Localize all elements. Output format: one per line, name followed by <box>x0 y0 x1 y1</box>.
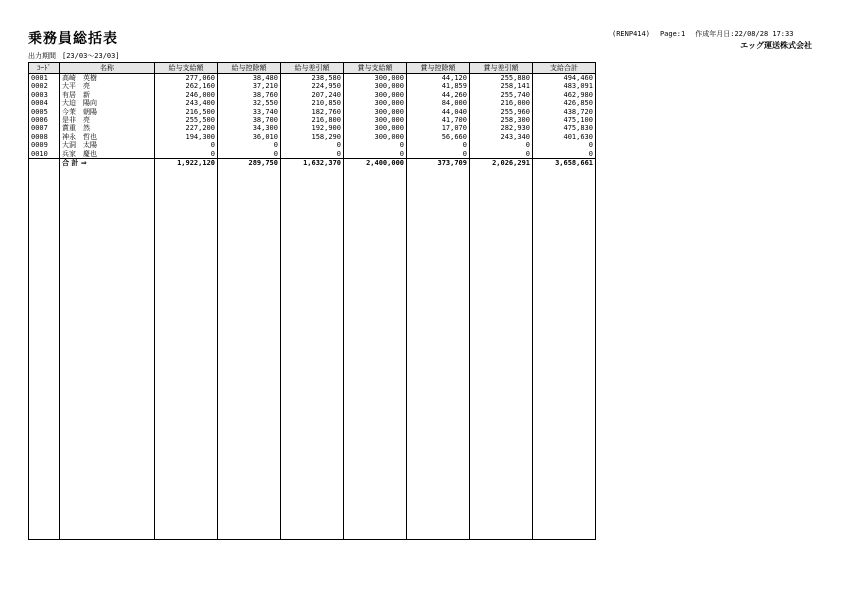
cell-value: 32,550 <box>218 99 281 107</box>
cell-value: 158,290 <box>281 133 344 141</box>
total-value: 2,400,000 <box>344 159 407 168</box>
cell-value: 44,040 <box>407 108 470 116</box>
cell-name: 今茉 朝陽 <box>60 108 155 116</box>
col-header-bonus-deduction: 賞与控除額 <box>407 63 470 74</box>
cell-value: 255,880 <box>470 74 533 83</box>
cell-value: 216,000 <box>470 99 533 107</box>
cell-value: 0 <box>407 150 470 159</box>
total-value: 373,709 <box>407 159 470 168</box>
cell-name: 高崎 英樹 <box>60 74 155 83</box>
col-header-bonus-net: 賞与差引額 <box>470 63 533 74</box>
filler-cell <box>29 167 60 540</box>
cell-code: 0001 <box>29 74 60 83</box>
table-row <box>29 91 596 99</box>
cell-value: 0 <box>470 141 533 149</box>
cell-code: 0005 <box>29 108 60 116</box>
filler-cell <box>407 167 470 540</box>
filler-cell <box>281 167 344 540</box>
cell-value: 0 <box>155 141 218 149</box>
report-meta <box>612 29 803 39</box>
table-filler-row <box>29 167 596 540</box>
filler-cell <box>218 167 281 540</box>
cell-value: 227,200 <box>155 124 218 132</box>
company-name: エッグ運送株式会社 <box>740 41 812 50</box>
cell-value: 36,010 <box>218 133 281 141</box>
period-label: 出力期間 <box>28 52 56 60</box>
cell-value: 33,740 <box>218 108 281 116</box>
total-row <box>29 159 596 168</box>
table-row <box>29 108 596 116</box>
col-header-code: ｺｰﾄﾞ <box>29 63 60 74</box>
cell-value: 255,960 <box>470 108 533 116</box>
total-value: 1,632,370 <box>281 159 344 168</box>
cell-name: 兵家 慶也 <box>60 150 155 159</box>
table-row <box>29 150 596 159</box>
cell-value: 494,460 <box>533 74 596 83</box>
cell-value: 44,260 <box>407 91 470 99</box>
summary-table <box>28 62 596 540</box>
cell-value: 37,210 <box>218 82 281 90</box>
cell-value: 243,340 <box>470 133 533 141</box>
table-row <box>29 124 596 132</box>
cell-name: 大迫 陽向 <box>60 99 155 107</box>
cell-value: 0 <box>470 150 533 159</box>
table-row <box>29 74 596 83</box>
total-value: 2,026,291 <box>470 159 533 168</box>
cell-value: 300,000 <box>344 116 407 124</box>
cell-code: 0007 <box>29 124 60 132</box>
cell-code: 0002 <box>29 82 60 90</box>
cell-value: 0 <box>155 150 218 159</box>
cell-name: 有居 新 <box>60 91 155 99</box>
cell-code: 0006 <box>29 116 60 124</box>
cell-value: 38,760 <box>218 91 281 99</box>
cell-value: 0 <box>218 150 281 159</box>
cell-value: 0 <box>344 150 407 159</box>
table-row <box>29 82 596 90</box>
cell-value: 300,000 <box>344 74 407 83</box>
cell-value: 300,000 <box>344 133 407 141</box>
cell-name: 神永 哲也 <box>60 133 155 141</box>
col-header-name: 名称 <box>60 63 155 74</box>
cell-value: 462,980 <box>533 91 596 99</box>
report-code: (RENP414) <box>612 30 650 38</box>
cell-value: 0 <box>533 141 596 149</box>
cell-value: 210,850 <box>281 99 344 107</box>
table-header-row <box>29 63 596 74</box>
cell-value: 258,300 <box>470 116 533 124</box>
cell-value: 255,500 <box>155 116 218 124</box>
cell-value: 246,000 <box>155 91 218 99</box>
cell-name: 是非 亮 <box>60 116 155 124</box>
cell-value: 194,300 <box>155 133 218 141</box>
cell-value: 182,760 <box>281 108 344 116</box>
cell-value: 41,700 <box>407 116 470 124</box>
col-header-salary-deduction: 給与控除額 <box>218 63 281 74</box>
cell-value: 207,240 <box>281 91 344 99</box>
cell-value: 300,000 <box>344 124 407 132</box>
total-value: 3,658,661 <box>533 159 596 168</box>
cell-value: 238,580 <box>281 74 344 83</box>
cell-code: 0010 <box>29 150 60 159</box>
filler-cell <box>155 167 218 540</box>
cell-value: 243,400 <box>155 99 218 107</box>
created-datetime: 作成年月日:22/08/28 17:33 <box>695 30 794 38</box>
cell-value: 475,100 <box>533 116 596 124</box>
col-header-total-pay: 支給合計 <box>533 63 596 74</box>
col-header-bonus-pay: 賞与支給額 <box>344 63 407 74</box>
cell-value: 401,630 <box>533 133 596 141</box>
cell-value: 224,950 <box>281 82 344 90</box>
table-row <box>29 141 596 149</box>
cell-value: 300,000 <box>344 82 407 90</box>
cell-name: 賞重 然 <box>60 124 155 132</box>
total-value: 289,750 <box>218 159 281 168</box>
cell-name: 大洞 太陽 <box>60 141 155 149</box>
cell-value: 0 <box>218 141 281 149</box>
cell-value: 483,091 <box>533 82 596 90</box>
cell-value: 282,930 <box>470 124 533 132</box>
col-header-salary-pay: 給与支給額 <box>155 63 218 74</box>
col-header-salary-net: 給与差引額 <box>281 63 344 74</box>
filler-cell <box>533 167 596 540</box>
total-label: 合 計 ⇒ <box>60 159 155 168</box>
cell-value: 192,900 <box>281 124 344 132</box>
cell-value: 300,000 <box>344 108 407 116</box>
page-number: Page:1 <box>659 30 686 38</box>
cell-value: 44,120 <box>407 74 470 83</box>
cell-value: 0 <box>533 150 596 159</box>
filler-cell <box>344 167 407 540</box>
cell-code: 0004 <box>29 99 60 107</box>
cell-value: 438,720 <box>533 108 596 116</box>
cell-value: 262,160 <box>155 82 218 90</box>
cell-value: 216,800 <box>281 116 344 124</box>
cell-value: 255,740 <box>470 91 533 99</box>
table-row <box>29 133 596 141</box>
cell-value: 300,000 <box>344 91 407 99</box>
cell-value: 56,660 <box>407 133 470 141</box>
table-row <box>29 99 596 107</box>
cell-value: 426,850 <box>533 99 596 107</box>
cell-value: 38,480 <box>218 74 281 83</box>
cell-value: 0 <box>281 141 344 149</box>
cell-value: 0 <box>281 150 344 159</box>
total-code-cell <box>29 159 60 168</box>
cell-value: 38,700 <box>218 116 281 124</box>
output-period <box>28 51 120 61</box>
cell-code: 0008 <box>29 133 60 141</box>
cell-value: 84,000 <box>407 99 470 107</box>
cell-code: 0003 <box>29 91 60 99</box>
cell-name: 大平 亮 <box>60 82 155 90</box>
cell-value: 34,300 <box>218 124 281 132</box>
cell-value: 258,141 <box>470 82 533 90</box>
cell-value: 300,000 <box>344 99 407 107</box>
filler-cell <box>470 167 533 540</box>
cell-value: 277,060 <box>155 74 218 83</box>
cell-value: 17,070 <box>407 124 470 132</box>
cell-value: 0 <box>344 141 407 149</box>
report-title: 乗務員総括表 <box>28 31 118 47</box>
cell-value: 216,500 <box>155 108 218 116</box>
cell-code: 0009 <box>29 141 60 149</box>
total-value: 1,922,120 <box>155 159 218 168</box>
filler-cell <box>60 167 155 540</box>
cell-value: 41,859 <box>407 82 470 90</box>
cell-value: 0 <box>407 141 470 149</box>
period-value: [23/03～23/03] <box>62 52 120 60</box>
table-row <box>29 116 596 124</box>
cell-value: 475,830 <box>533 124 596 132</box>
